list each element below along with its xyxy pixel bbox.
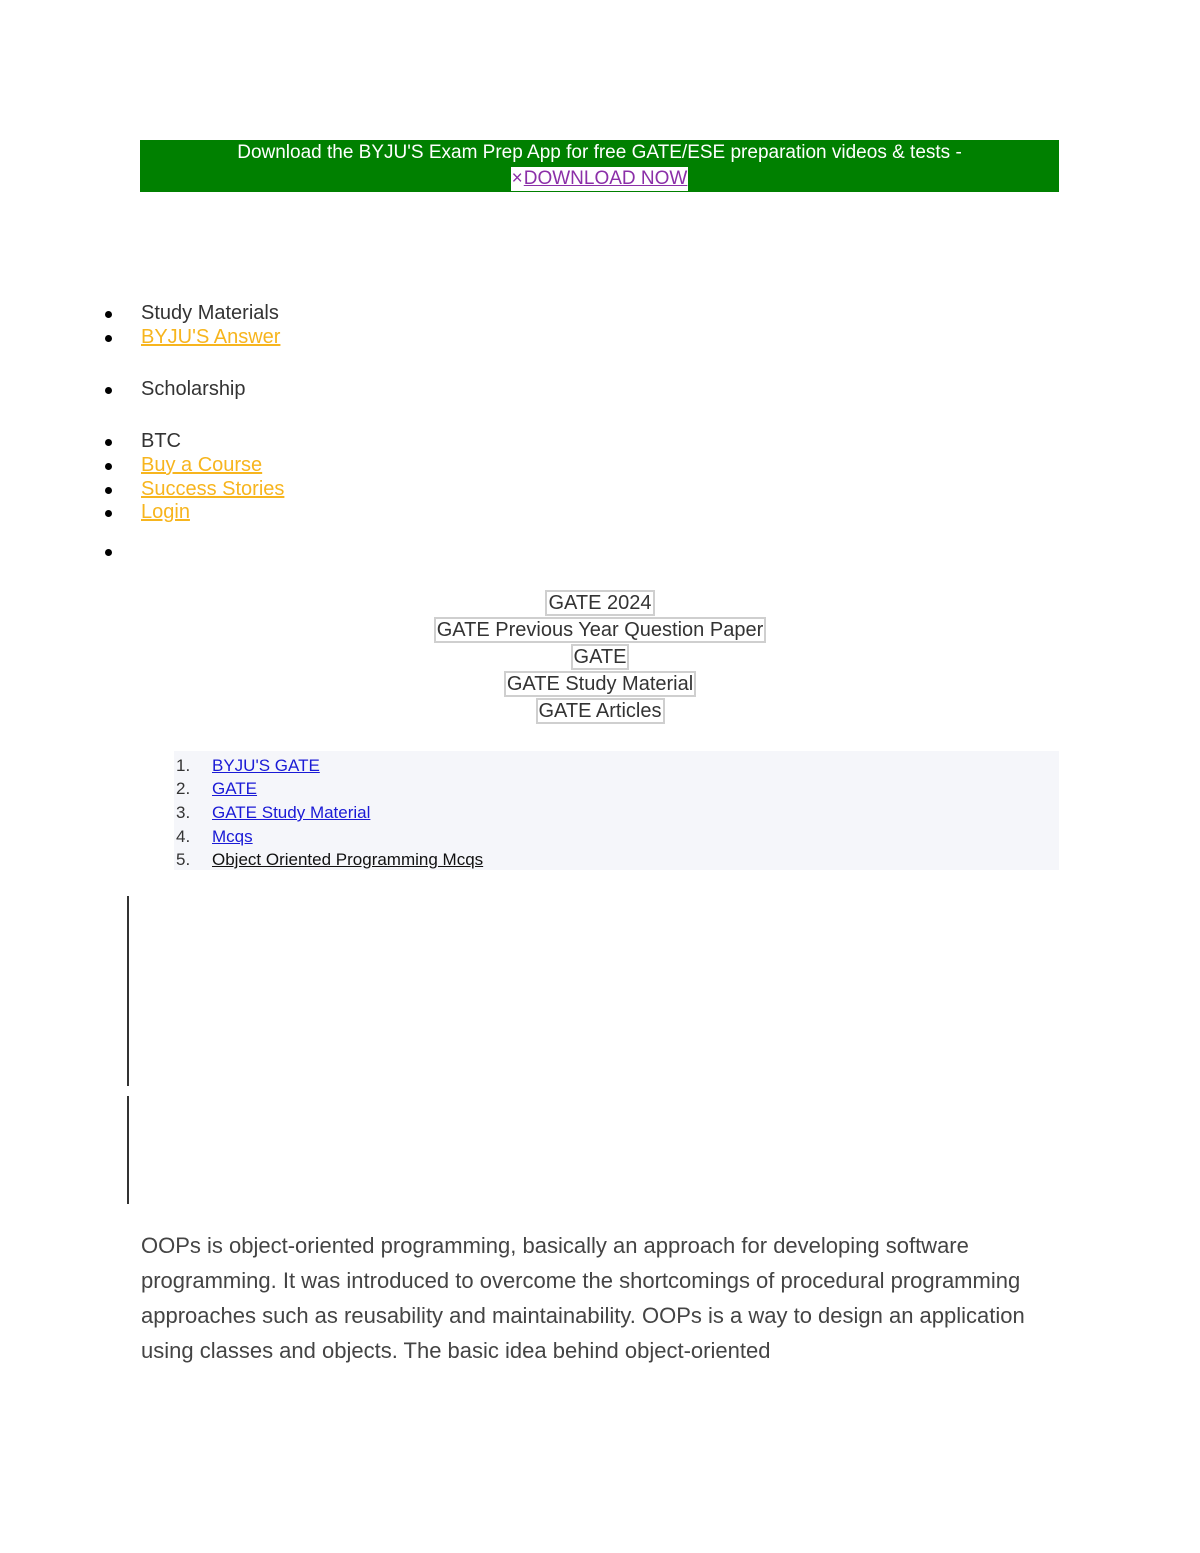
breadcrumb-number: 3. <box>176 803 191 822</box>
breadcrumb-number: 5. <box>176 850 191 869</box>
breadcrumb <box>174 751 1059 870</box>
banner-actions <box>140 166 1059 192</box>
nav-item-link[interactable]: BYJU'S Answer <box>141 326 281 348</box>
gate-link-gate-2024[interactable]: GATE 2024 <box>545 590 654 616</box>
breadcrumb-number: 2. <box>176 779 191 798</box>
bullet-icon <box>105 311 112 318</box>
banner-text: Download the BYJU'S Exam Prep App for free GATE/ESE preparation videos & tests - <box>237 142 962 163</box>
bullet-icon <box>105 487 112 494</box>
breadcrumb-link[interactable]: GATE Study Material <box>212 803 371 822</box>
nav-item-link[interactable]: Success Stories <box>141 478 285 500</box>
gate-link-previous-year-papers[interactable]: GATE Previous Year Question Paper <box>434 617 766 643</box>
nav-item-label[interactable]: Scholarship <box>141 378 246 400</box>
breadcrumb-link[interactable]: Mcqs <box>212 827 253 846</box>
bullet-icon <box>105 549 112 556</box>
gate-link-study-material[interactable]: GATE Study Material <box>504 671 696 697</box>
nav-item-label[interactable]: BTC <box>141 430 181 452</box>
vertical-divider <box>127 1096 129 1204</box>
bullet-icon <box>105 335 112 342</box>
breadcrumb-number: 1. <box>176 756 191 775</box>
article-paragraph: OOPs is object-oriented programming, basically an approach for developing software programming. It was introduced to overcome the shortcomings of procedural programming approaches such as reusability and maintainability. OOPs is a way to design an application using classes and objects. The basic idea behind object-oriented <box>141 1233 1025 1363</box>
bullet-icon <box>105 463 112 470</box>
vertical-divider <box>127 896 129 1086</box>
breadcrumb-link[interactable]: GATE <box>212 779 258 798</box>
nav-item-link[interactable]: Buy a Course <box>141 454 263 476</box>
bullet-icon <box>105 510 112 517</box>
nav-item-link[interactable]: Login <box>141 501 190 523</box>
gate-links-group <box>0 590 1200 725</box>
breadcrumb-link[interactable]: BYJU'S GATE <box>212 756 320 775</box>
bullet-icon <box>105 387 112 394</box>
breadcrumb-number: 4. <box>176 827 191 846</box>
breadcrumb-current[interactable]: Object Oriented Programming Mcqs <box>212 850 484 869</box>
app-download-banner <box>140 140 1059 192</box>
nav-item-label[interactable]: Study Materials <box>141 302 279 324</box>
gate-link-articles[interactable]: GATE Articles <box>536 698 665 724</box>
gate-link-gate[interactable]: GATE <box>571 644 630 670</box>
close-icon[interactable]: × <box>511 168 523 189</box>
bullet-icon <box>105 439 112 446</box>
download-now-link[interactable]: DOWNLOAD NOW <box>523 168 688 189</box>
